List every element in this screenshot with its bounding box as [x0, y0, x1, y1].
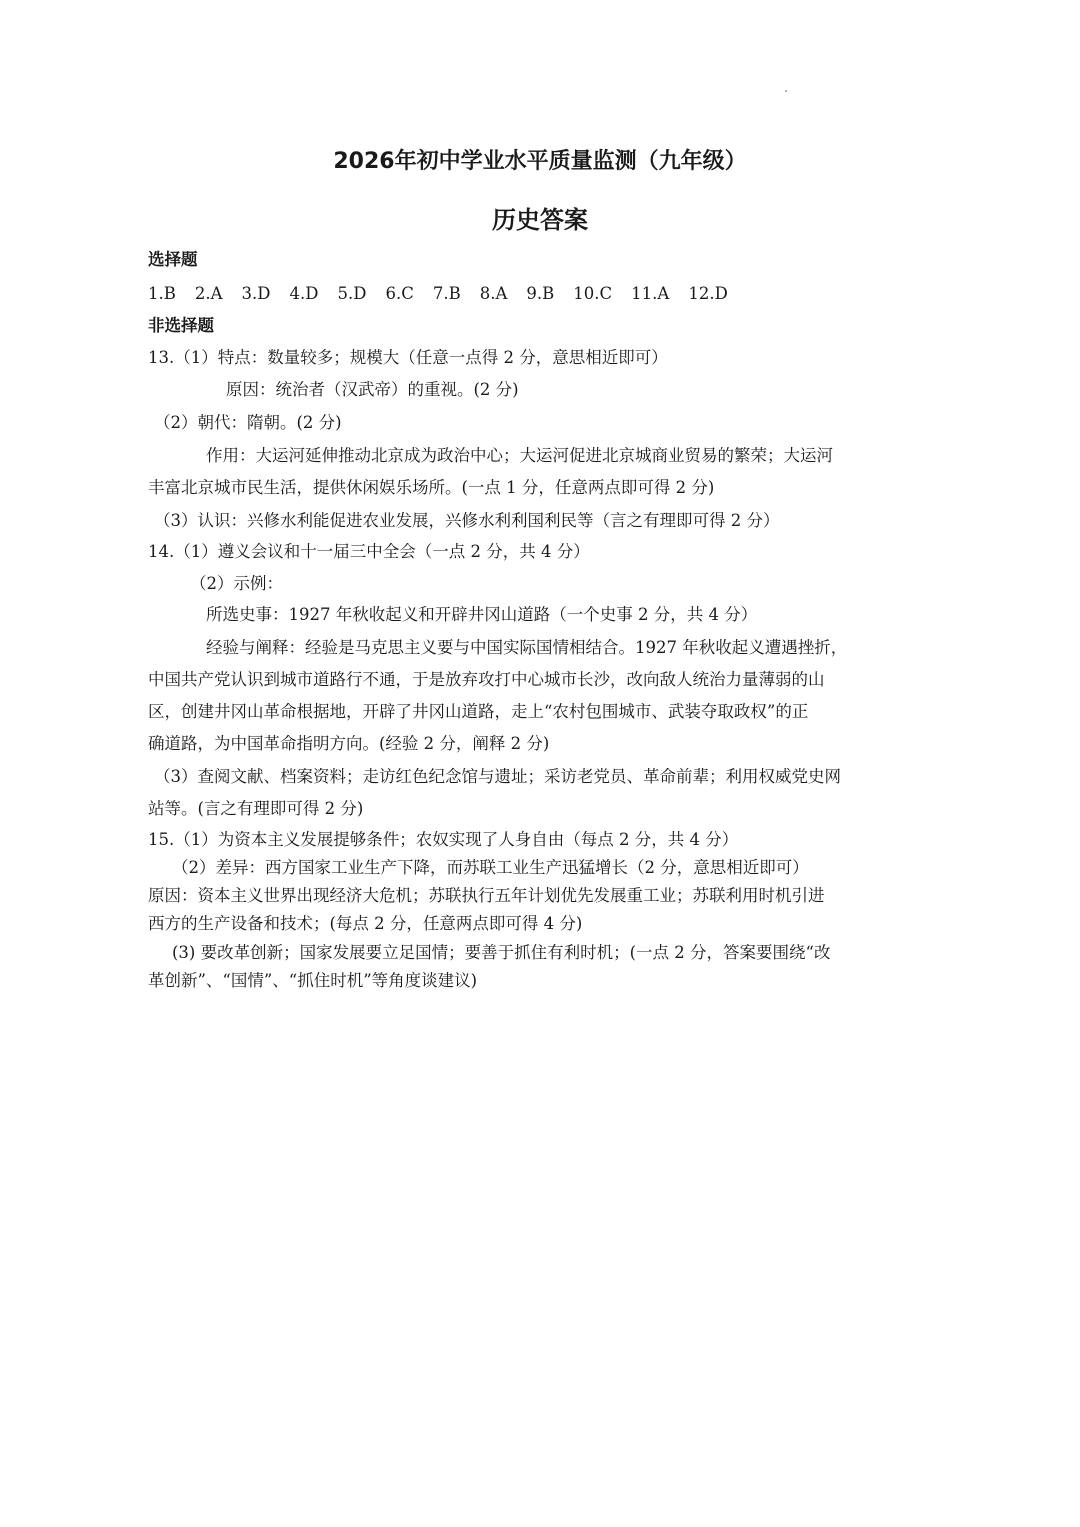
choice-answer: 10.C	[573, 284, 613, 303]
choice-answer: 2.A	[194, 284, 223, 303]
answer-line: （3）认识：兴修水利能促进农业发展，兴修水利利国利民等（言之有理即可得 2 分）	[154, 511, 780, 530]
answer-line: 确道路，为中国革命指明方向。(经验 2 分，阐释 2 分)	[148, 734, 550, 753]
answer-line: 所选史事：1927 年秋收起义和开辟井冈山道路（一个史事 2 分，共 4 分）	[206, 605, 758, 624]
choice-answer: 4.D	[289, 284, 319, 303]
answer-line: 站等。(言之有理即可得 2 分)	[148, 799, 364, 818]
answer-line: 作用：大运河延伸推动北京成为政治中心；大运河促进北京城商业贸易的繁荣；大运河	[206, 446, 833, 465]
choice-answer: 5.D	[337, 284, 367, 303]
answer-line: （2）差异：西方国家工业生产下降，而苏联工业生产迅猛增长（2 分，意思相近即可）	[172, 858, 809, 877]
answer-line: 14.（1）遵义会议和十一届三中全会（一点 2 分，共 4 分）	[148, 542, 590, 561]
answer-line: 原因：统治者（汉武帝）的重视。(2 分)	[226, 380, 519, 399]
answer-line: 革创新”、“国情”、“抓住时机”等角度谈建议)	[148, 971, 478, 990]
choice-answer: 12.D	[688, 284, 728, 303]
answer-line: （2）朝代：隋朝。(2 分)	[154, 413, 342, 432]
choice-answer: 6.C	[385, 284, 414, 303]
answer-line: 15.（1）为资本主义发展提够条件；农奴实现了人身自由（每点 2 分，共 4 分）	[148, 830, 739, 849]
answer-line: 丰富北京城市民生活，提供休闲娱乐场所。(一点 1 分，任意两点即可得 2 分)	[148, 478, 715, 497]
answer-line: 原因：资本主义世界出现经济大危机；苏联执行五年计划优先发展重工业；苏联利用时机引进	[148, 886, 825, 905]
document-title: 2026年初中学业水平质量监测（九年级）	[333, 149, 747, 174]
choice-answer: 8.A	[479, 284, 508, 303]
answer-line: 西方的生产设备和技术；(每点 2 分，任意两点即可得 4 分)	[148, 914, 583, 933]
speck	[785, 90, 787, 92]
choice-section-heading: 选择题	[148, 250, 198, 269]
answer-line: (3) 要改革创新；国家发展要立足国情；要善于抓住有利时机；(一点 2 分，答案要围绕“改	[172, 943, 831, 962]
answer-line: 区，创建井冈山革命根据地，开辟了井冈山道路，走上“农村包围城市、武装夺取政权”的正	[148, 702, 809, 721]
choice-answer: 3.D	[241, 284, 271, 303]
answer-line: 中国共产党认识到城市道路行不通，于是放弃攻打中心城市长沙，改向敌人统治力量薄弱的山	[148, 670, 825, 689]
choice-answer: 7.B	[432, 284, 461, 303]
answer-line: 13.（1）特点：数量较多；规模大（任意一点得 2 分，意思相近即可）	[148, 348, 668, 367]
nonchoice-section-heading: 非选择题	[148, 316, 214, 335]
document-subtitle: 历史答案	[492, 206, 588, 234]
choice-answer: 9.B	[526, 284, 555, 303]
choice-answer: 11.A	[631, 284, 670, 303]
answer-line: （2）示例：	[190, 574, 283, 593]
choice-answer: 1.B	[148, 284, 176, 303]
choice-answers	[148, 282, 747, 306]
answer-line: （3）查阅文献、档案资料；走访红色纪念馆与遗址；采访老党员、革命前辈；利用权威党史网	[154, 767, 841, 786]
answer-line: 经验与阐释：经验是马克思主义要与中国实际国情相结合。1927 年秋收起义遭遇挫折，	[206, 638, 848, 657]
